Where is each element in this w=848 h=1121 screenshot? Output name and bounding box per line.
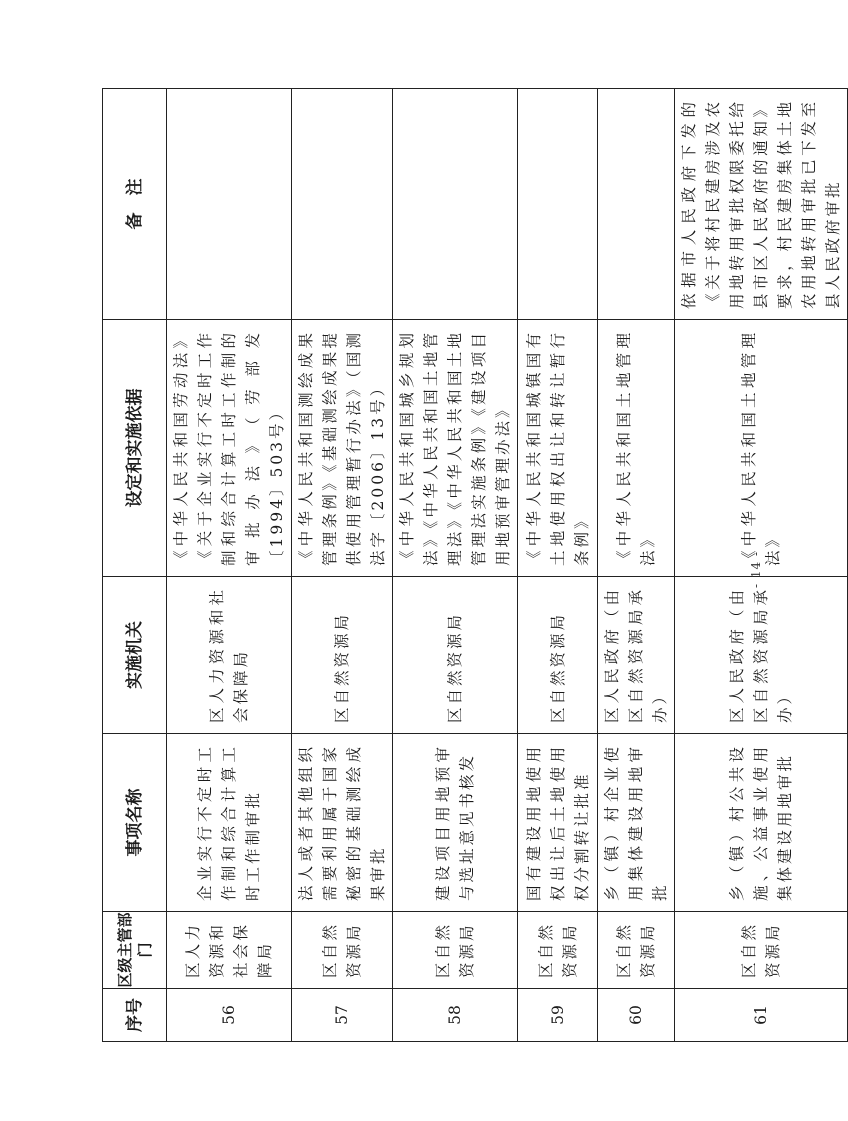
row-authority	[167, 577, 292, 734]
row-remarks-text	[634, 89, 638, 319]
row-authority-text: 区自然资源局	[333, 611, 351, 723]
table-row	[393, 89, 518, 1042]
row-authority	[292, 577, 393, 734]
row-remarks-text	[556, 89, 560, 319]
row-department	[292, 912, 393, 989]
row-authority	[675, 577, 848, 734]
table-row	[518, 89, 598, 1042]
row-authority-text: 区自然资源局	[446, 611, 464, 723]
row-item-name-text: 乡（镇）村公共设施、公益事业使用集体建设用地审批	[728, 744, 794, 901]
row-legal-basis-text: 《中华人民共和国城镇国有土地使用权出让和转让暂行条例》	[524, 330, 591, 566]
row-legal-basis-text: 《中华人民共和国测绘成果管理条例》《基础测绘成果提供使用管理暂行办法》（国测法字〔2006〕13号）	[297, 330, 387, 566]
row-department	[393, 912, 518, 989]
row-department	[167, 912, 292, 989]
row-department	[518, 912, 598, 989]
row-number: 60	[598, 989, 675, 1042]
row-remarks-text	[340, 89, 344, 319]
row-number: 56	[167, 989, 292, 1042]
row-item-name	[598, 734, 675, 912]
header-item-name: 事项名称	[103, 734, 167, 912]
row-legal-basis-text: 《中华人民共和国城乡规划法》《中华人民共和国土地管理法》《中华人民共和国土地管理法实施条例》《建设项目用地预审管理办法》	[398, 330, 512, 566]
header-implementing-authority: 实施机关	[103, 577, 167, 734]
row-remarks-text: 依据市人民政府下发的《关于将村民建房涉及农用地转用审批权限委托给县市区人民政府的通知》要求，村民建房集体土地农用地转用审批已下发至县人民政府审批	[680, 99, 842, 309]
row-item-name-text: 国有建设用地使用权出让后土地使用权分割转让批准	[524, 744, 591, 901]
row-remarks-text	[453, 89, 457, 319]
header-department: 区级主管部门	[103, 912, 167, 989]
row-legal-basis	[675, 320, 848, 577]
row-remarks	[675, 89, 848, 320]
row-item-name	[518, 734, 598, 912]
row-department-text: 区自然资源局	[536, 922, 579, 978]
row-number: 61	[675, 989, 848, 1042]
row-legal-basis	[598, 320, 675, 577]
row-item-name	[167, 734, 292, 912]
table-row	[292, 89, 393, 1042]
row-authority	[393, 577, 518, 734]
row-department-text: 区自然资源局	[615, 922, 657, 978]
row-legal-basis	[167, 320, 292, 577]
row-department-text: 区自然资源局	[434, 922, 476, 978]
table-row	[167, 89, 292, 1042]
row-department-text: 区自然资源局	[321, 922, 363, 978]
row-remarks	[598, 89, 675, 320]
table-row	[598, 89, 675, 1042]
row-item-name-text: 乡（镇）村企业使用集体建设用地审批	[603, 744, 669, 901]
header-legal-basis: 设定和实施依据	[103, 320, 167, 577]
row-remarks	[292, 89, 393, 320]
row-department-text: 区人力资源和社会保障局	[184, 922, 274, 978]
row-remarks-text	[227, 89, 231, 319]
row-authority-text: 区自然资源局	[548, 611, 567, 723]
row-legal-basis	[518, 320, 598, 577]
row-item-name-text: 法人或者其他组织需要利用属于国家秘密的基础测绘成果审批	[297, 744, 387, 901]
page-number: - 14 -	[749, 550, 763, 588]
row-legal-basis-text: 《中华人民共和国土地管理法》	[615, 330, 657, 566]
row-authority	[598, 577, 675, 734]
row-remarks	[518, 89, 598, 320]
row-item-name	[292, 734, 393, 912]
row-item-name	[393, 734, 518, 912]
row-authority-text: 区人力资源和社会保障局	[208, 587, 250, 723]
row-remarks	[393, 89, 518, 320]
row-legal-basis-text: 《中华人民共和国土地管理法》	[740, 330, 782, 566]
row-remarks	[167, 89, 292, 320]
header-remarks: 备 注	[103, 89, 167, 320]
row-legal-basis	[393, 320, 518, 577]
row-legal-basis-text: 《中华人民共和国劳动法》《关于企业实行不定时工作制和综合计算工时工作制的审批办法》（劳部发〔1994〕503号）	[172, 330, 286, 566]
row-department-text: 区自然资源局	[740, 922, 782, 978]
row-department	[598, 912, 675, 989]
row-authority-text: 区人民政府（由区自然资源局承办）	[603, 587, 669, 723]
row-authority	[518, 577, 598, 734]
header-serial-number: 序号	[103, 989, 167, 1042]
row-item-name-text: 企业实行不定时工作制和综合计算工时工作制审批	[196, 744, 262, 901]
row-item-name-text: 建设项目用地预审与选址意见书核发	[434, 744, 476, 901]
row-authority-text: 区人民政府（由区自然资源局承办）	[728, 587, 794, 723]
table-header-row	[103, 89, 167, 1042]
row-department	[675, 912, 848, 989]
row-legal-basis	[292, 320, 393, 577]
row-item-name	[675, 734, 848, 912]
approval-items-table	[102, 88, 848, 1042]
row-number: 59	[518, 989, 598, 1042]
row-number: 58	[393, 989, 518, 1042]
row-number: 57	[292, 989, 393, 1042]
